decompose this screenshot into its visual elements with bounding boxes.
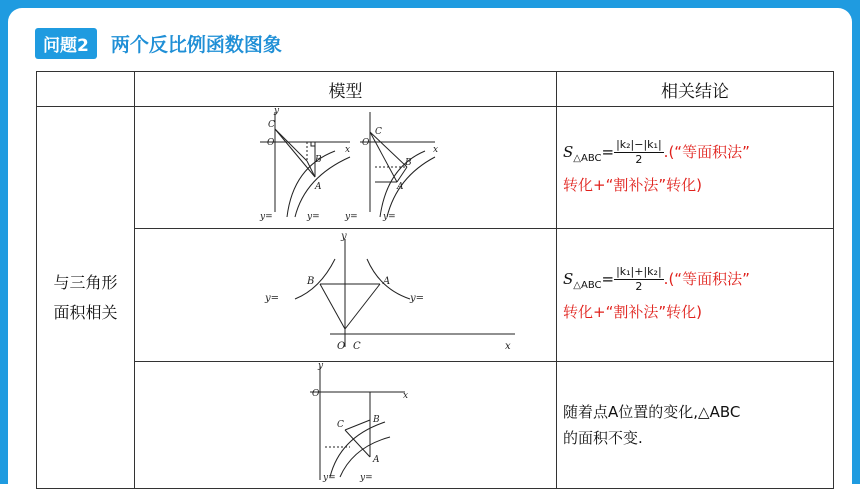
equals-sign: =: [601, 270, 615, 288]
svg-text:C: C: [353, 341, 361, 352]
category-cell: [37, 107, 135, 489]
figure-3-svg: [135, 362, 556, 484]
fraction-denominator: 2: [635, 152, 643, 166]
svg-text:y: y: [274, 107, 280, 116]
method-text: .(“等面积法”: [663, 270, 750, 288]
method-text-line2: 转化+“割补法”转化): [563, 303, 702, 321]
svg-text:O: O: [362, 138, 370, 148]
fraction-numerator: |k₂|−|k₁|: [616, 137, 662, 151]
conclusion-line1: 随着点A位置的变化,△ABC: [563, 403, 741, 421]
equals-sign: =: [601, 142, 615, 161]
svg-text:O: O: [267, 138, 275, 148]
area-symbol: S: [563, 270, 574, 288]
conclusion-cell-3: [557, 362, 834, 489]
svg-text:A: A: [373, 455, 380, 465]
svg-text:x: x: [505, 341, 511, 352]
table-row: [37, 107, 834, 229]
svg-text:C: C: [268, 120, 275, 130]
model-figure-1: [135, 107, 557, 229]
figure-2-svg: [135, 229, 556, 357]
figure-1-svg: [135, 107, 556, 224]
model-table: [36, 71, 834, 489]
svg-text:y=: y=: [383, 212, 396, 222]
svg-text:y: y: [318, 362, 324, 371]
svg-text:y=: y=: [345, 212, 358, 222]
model-figure-3: [135, 362, 557, 489]
svg-text:y=: y=: [410, 293, 425, 304]
model-figure-2: [135, 229, 557, 362]
svg-text:x: x: [345, 145, 351, 155]
svg-text:B: B: [307, 276, 315, 287]
svg-text:x: x: [433, 145, 439, 155]
header-model: 模型: [135, 72, 557, 107]
svg-text:B: B: [315, 155, 322, 165]
area-subscript: △ABC: [573, 152, 602, 164]
category-line1: 与三角形: [53, 272, 118, 292]
fraction-denominator: 2: [635, 280, 643, 293]
question-badge: 问题2: [35, 28, 97, 59]
svg-text:y=: y=: [265, 293, 280, 304]
header-blank: [37, 72, 135, 107]
svg-text:O: O: [312, 389, 320, 399]
svg-text:y=: y=: [307, 212, 320, 222]
header-conclusion: 相关结论: [557, 72, 834, 107]
svg-text:O: O: [337, 341, 346, 352]
svg-text:y: y: [341, 231, 347, 242]
svg-text:C: C: [337, 420, 344, 430]
table-row: [37, 229, 834, 362]
svg-text:A: A: [315, 182, 322, 192]
svg-text:A: A: [397, 182, 404, 192]
method-text-line2: 转化+“割补法”转化): [563, 175, 702, 194]
table-header-row: [37, 72, 834, 107]
svg-text:B: B: [405, 158, 412, 168]
svg-text:x: x: [403, 391, 409, 401]
fraction-numerator: |k₁|+|k₂|: [616, 265, 662, 278]
area-symbol: S: [563, 142, 574, 161]
conclusion-line2: 的面积不变.: [563, 429, 643, 447]
area-fraction: [614, 265, 664, 294]
svg-text:y=: y=: [260, 212, 273, 222]
area-fraction: [614, 138, 664, 167]
conclusion-cell-1: [557, 107, 834, 229]
svg-text:C: C: [375, 127, 382, 137]
svg-text:y=: y=: [360, 473, 373, 483]
svg-text:B: B: [373, 415, 380, 425]
table-row: [37, 362, 834, 489]
section-header: [35, 28, 282, 58]
method-text: .(“等面积法”: [663, 142, 750, 161]
category-line2: 面积相关: [53, 302, 118, 322]
svg-text:y=: y=: [323, 473, 336, 483]
svg-text:A: A: [383, 276, 391, 287]
conclusion-cell-2: [557, 229, 834, 362]
area-subscript: △ABC: [573, 280, 602, 291]
section-title: 两个反比例函数图象: [110, 33, 282, 56]
